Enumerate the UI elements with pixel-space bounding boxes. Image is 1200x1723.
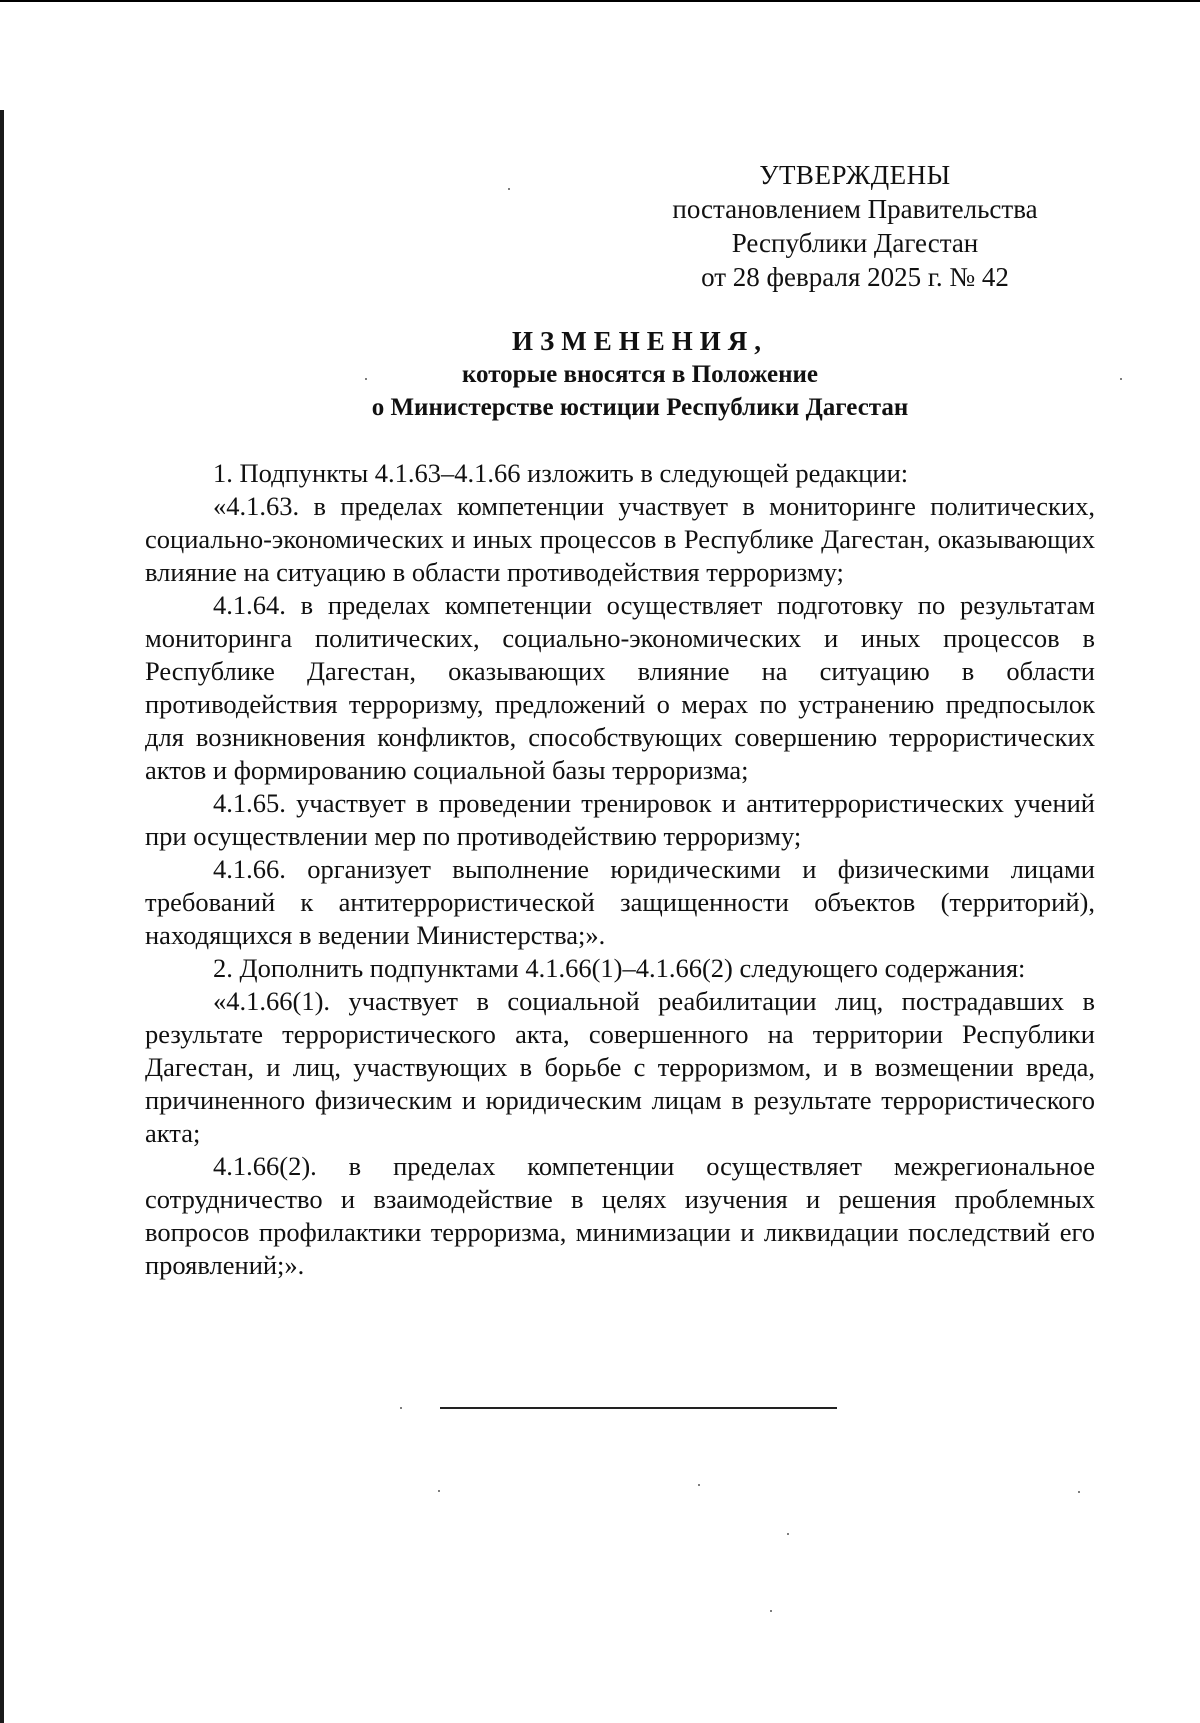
approval-block — [640, 158, 1070, 294]
paragraph-2: «4.1.63. в пределах компетенции участвует в мониторинге политических, социально-экономических и иных процессов в Республике Дагестан, оказывающих влияние на ситуацию в области противодействия терроризму; — [145, 491, 1095, 587]
document-title-sub1: которые вносятся в Положение — [461, 361, 819, 388]
approval-heading: УТВЕРЖДЕНЫ — [759, 160, 951, 190]
paragraph-6: 2. Дополнить подпунктами 4.1.66(1)–4.1.66(2) следующего содержания: — [213, 953, 1026, 983]
paragraph-7: «4.1.66(1). участвует в социальной реабилитации лиц, пострадавших в результате террористического акта, совершенного на территории Республики Дагестан, и лиц, участвующих в борьбе с терроризмом, и в возмещении вреда, причиненного физическим и юридическим лицам в результате террористического акта; — [145, 986, 1095, 1148]
paragraph-5: 4.1.66. организует выполнение юридическими и физическими лицами требований к антитеррористической защищенности объектов (территорий), находящихся в ведении Министерства;». — [145, 854, 1095, 950]
approval-line-republic: Республики Дагестан — [731, 228, 979, 258]
scan-top-edge — [0, 0, 1200, 2]
approval-line-date: от 28 февраля 2025 г. № 42 — [701, 262, 1009, 292]
approval-line-decree: постановлением Правительства — [672, 194, 1038, 224]
paragraph-8: 4.1.66(2). в пределах компетенции осуществляет межрегиональное сотрудничество и взаимодействие в целях изучения и решения проблемных вопросов профилактики терроризма, минимизации и ликвидации последствий его проявлений;». — [145, 1151, 1095, 1280]
paragraph-1: 1. Подпункты 4.1.63–4.1.66 изложить в следующей редакции: — [213, 458, 909, 488]
scan-speck — [400, 1407, 402, 1409]
scan-speck — [698, 1484, 700, 1486]
scan-speck — [770, 1610, 772, 1612]
document-title — [140, 325, 1140, 424]
document-body — [145, 457, 1095, 1282]
scan-left-edge — [0, 110, 4, 1723]
scan-speck — [438, 1490, 440, 1492]
document-title-sub2: о Министерстве юстиции Республики Дагестан — [371, 394, 909, 421]
scan-speck — [1078, 1491, 1080, 1493]
paragraph-3: 4.1.64. в пределах компетенции осуществляет подготовку по результатам мониторинга политических, социально-экономических и иных процессов в Республике Дагестан, оказывающих влияние на ситуацию в области противодействия терроризму, предложений о мерах по устранению предпосылок для возникновения конфликтов, способствующих совершению террористических актов и формированию социальной базы терроризма; — [145, 590, 1095, 785]
scan-speck — [508, 188, 510, 190]
end-rule-divider — [440, 1407, 837, 1409]
document-title-main: ИЗМЕНЕНИЯ, — [511, 326, 768, 356]
paragraph-4: 4.1.65. участвует в проведении тренировок и антитеррористических учений при осуществлении мер по противодействию терроризму; — [145, 788, 1095, 851]
scan-speck — [1120, 378, 1122, 380]
scan-speck — [365, 378, 367, 380]
scan-speck — [787, 1533, 789, 1535]
